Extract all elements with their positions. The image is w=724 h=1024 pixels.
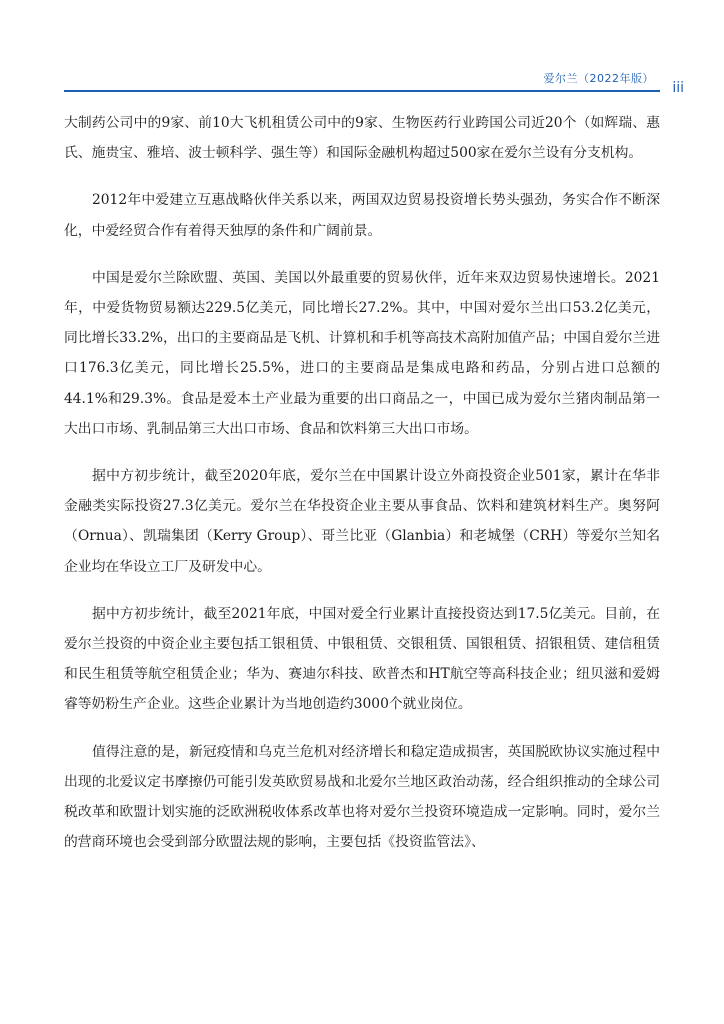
paragraph-continuation: 大制药公司中的9家、前10大飞机租赁公司中的9家、生物医药行业跨国公司近20个（如辉瑞、惠氏、施贵宝、雅培、波士顿科学、强生等）和国际金融机构超过500家在爱尔兰设有分支机构。 bbox=[64, 115, 660, 162]
document-header-title: 爱尔兰（2022年版） bbox=[543, 72, 654, 85]
paragraph-trade: 中国是爱尔兰除欧盟、英国、美国以外最重要的贸易伙伴，近年来双边贸易快速增长。2021年，中爱货物贸易额达229.5亿美元，同比增长27.2%。其中，中国对爱尔兰出口53.2亿美元，同比增长33.2%，出口的主要商品是飞机、计算机和手机等高技术高附加值产品；中国自爱尔兰进口176.3亿美元，同比增长25.5%，进口的主要商品是集成电路和药品，分别占进口总额的44.1%和29.3%。食品是爱本土产业最为重要的出口商品之一，中国已成为爱尔兰猪肉制品第一大出口市场、乳制品第三大出口市场、食品和饮料第三大出口市场。 bbox=[64, 269, 660, 437]
paragraph-irish-investment: 据中方初步统计，截至2020年底，爱尔兰在中国累计设立外商投资企业501家，累计在华非金融类实际投资27.3亿美元。爱尔兰在华投资企业主要从事食品、饮料和建筑材料生产。奥努阿（Ornua）、凯瑞集团（Kerry Group）、哥兰比亚（Glanbia）和老城堡（CRH）等爱尔兰知名企业均在华设立工厂及研发中心。 bbox=[64, 468, 660, 575]
page-number: iii bbox=[672, 80, 684, 96]
header-divider bbox=[64, 90, 660, 92]
paragraph-chinese-investment: 据中方初步统计，截至2021年底，中国对爱全行业累计直接投资达到17.5亿美元。目前，在爱尔兰投资的中资企业主要包括工银租赁、中银租赁、交银租赁、国银租赁、招银租赁、建信租赁和民生租赁等航空租赁企业；华为、赛迪尔科技、欧普杰和HT航空等高科技企业；纽贝滋和爱姆睿等奶粉生产企业。这些企业累计为当地创造约3000个就业岗位。 bbox=[64, 605, 660, 713]
document-body bbox=[64, 108, 660, 874]
paragraph-partnership: 2012年中爱建立互惠战略伙伴关系以来，两国双边贸易投资增长势头强劲，务实合作不断深化，中爱经贸合作有着得天独厚的条件和广阔前景。 bbox=[64, 192, 660, 239]
paragraph-risks: 值得注意的是，新冠疫情和乌克兰危机对经济增长和稳定造成损害，英国脱欧协议实施过程中出现的北爱议定书摩擦仍可能引发英欧贸易战和北爱尔兰地区政治动荡，经合组织推动的全球公司税改革和欧盟计划实施的泛欧洲税收体系改革也将对爱尔兰投资环境造成一定影响。同时，爱尔兰的营商环境也会受到部分欧盟法规的影响，主要包括《投资监管法》、 bbox=[64, 743, 660, 851]
